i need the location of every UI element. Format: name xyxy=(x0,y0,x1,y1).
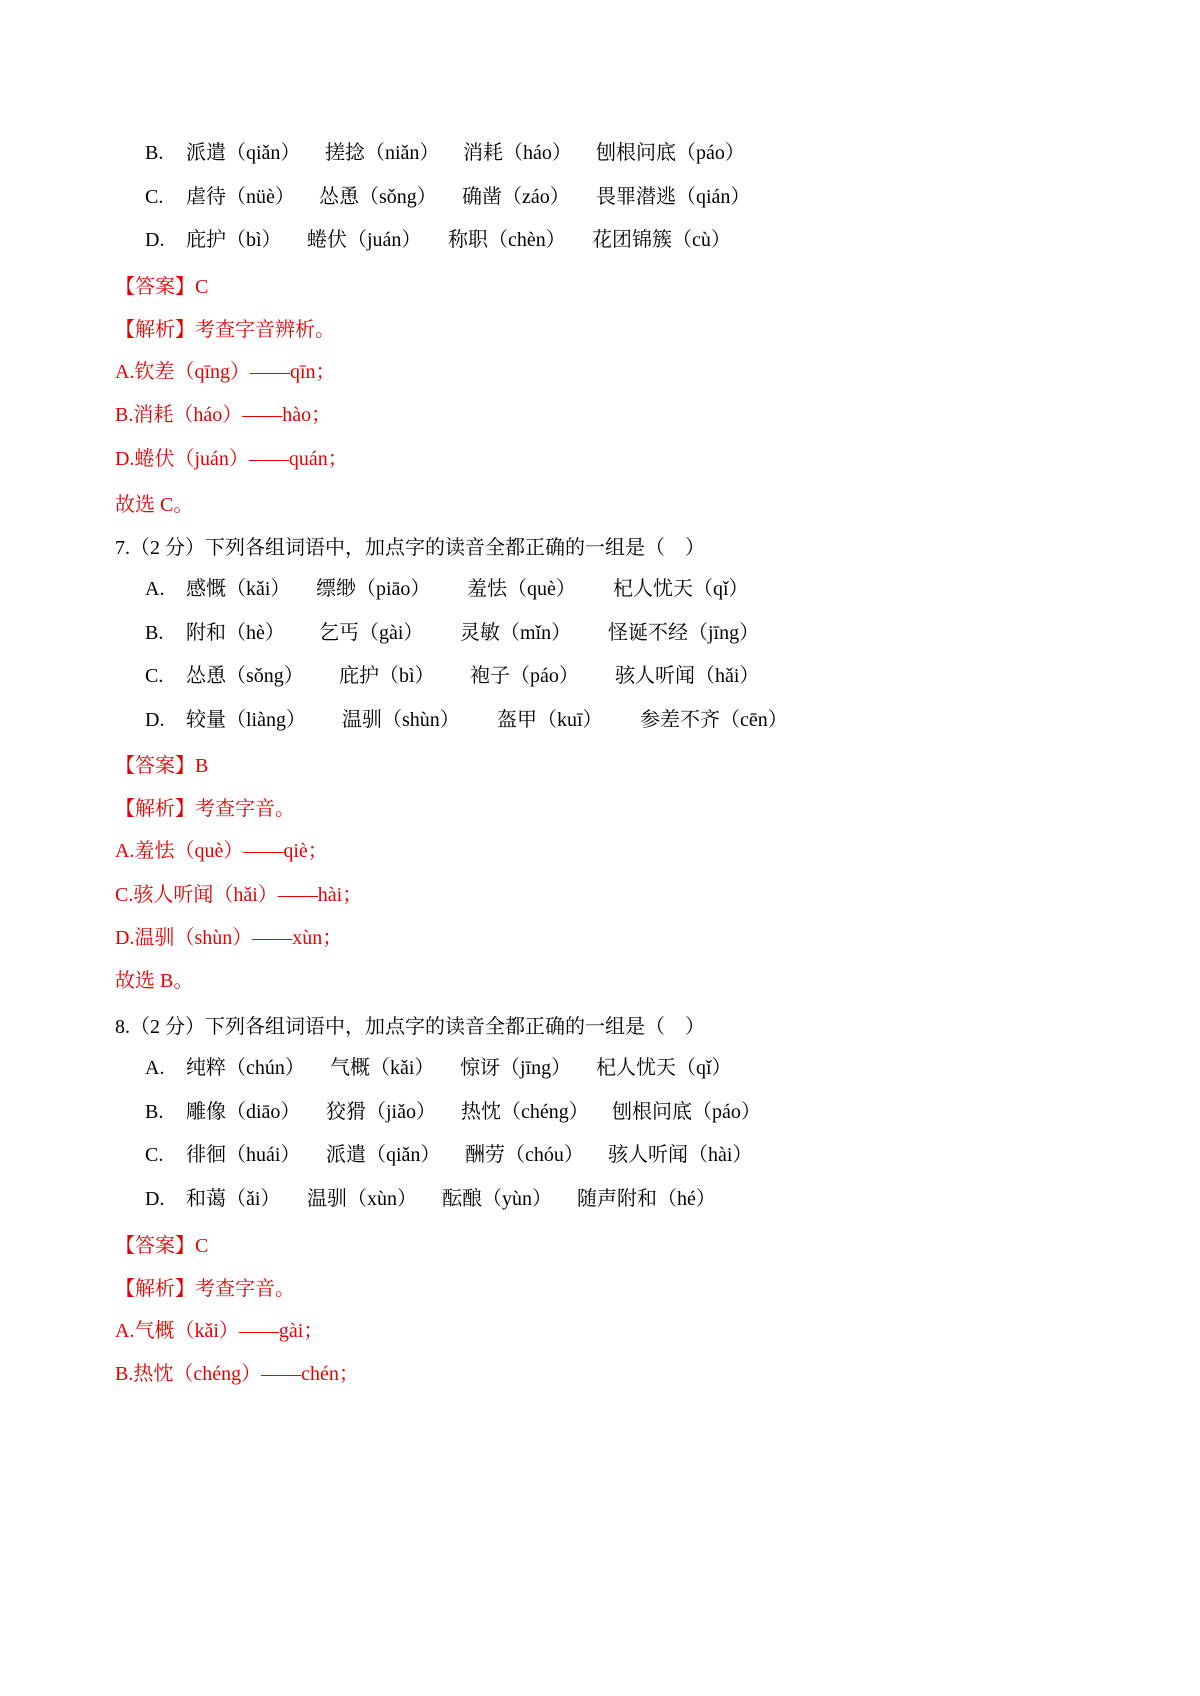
option-letter: A. xyxy=(145,578,165,600)
q6-answer: 【答案】C xyxy=(115,276,209,298)
q6-option-b xyxy=(145,139,1200,167)
q8-option-b xyxy=(145,1098,1200,1126)
option-word: 虐待（nüè） xyxy=(186,186,295,208)
q6-option-d xyxy=(145,226,1200,254)
option-word: 较量（liàng） xyxy=(186,709,306,731)
q7-stem: 7.（2 分）下列各组词语中，加点字的读音全都正确的一组是（ ） xyxy=(115,537,705,559)
q7-analysis-line: A.羞怯（què）——qiè； xyxy=(115,840,328,862)
option-letter: B. xyxy=(145,142,164,164)
q6-analysis-line: B.消耗（háo）——hào； xyxy=(115,404,332,426)
option-word: 刨根问底（páo） xyxy=(596,142,745,164)
option-letter: C. xyxy=(145,665,164,687)
option-word: 杞人忧天（qǐ） xyxy=(613,578,749,600)
q6-option-c xyxy=(145,183,1200,211)
q6-analysis-line: A.钦差（qīng）——qīn； xyxy=(115,361,336,383)
q7-option-a xyxy=(145,575,1200,603)
q7-option-c xyxy=(145,662,1200,690)
option-word: 怂恿（sǒng） xyxy=(186,665,304,687)
option-word: 雕像（diāo） xyxy=(186,1101,301,1123)
q7-analysis-heading: 【解析】考查字音。 xyxy=(115,798,295,820)
option-word: 气概（kǎi） xyxy=(330,1057,435,1079)
option-letter: D. xyxy=(145,229,165,251)
option-word: 骇人听闻（hài） xyxy=(608,1144,753,1166)
option-word: 乞丐（gài） xyxy=(319,622,424,644)
q7-conclusion: 故选 B。 xyxy=(115,970,194,992)
q8-analysis-line: B.热忱（chéng）——chén； xyxy=(115,1363,359,1385)
option-letter: C. xyxy=(145,1144,164,1166)
option-letter: C. xyxy=(145,186,164,208)
q7-option-d xyxy=(145,706,1200,734)
option-word: 庇护（bì） xyxy=(186,229,282,251)
option-word: 袍子（páo） xyxy=(470,665,579,687)
option-word: 附和（hè） xyxy=(186,622,285,644)
option-word: 搓捻（niǎn） xyxy=(325,142,440,164)
option-word: 派遣（qiǎn） xyxy=(326,1144,441,1166)
option-word: 缥缈（piāo） xyxy=(316,578,431,600)
option-word: 狡猾（jiǎo） xyxy=(326,1101,436,1123)
q8-option-c xyxy=(145,1141,1200,1169)
q6-analysis-line: D.蜷伏（juán）——quán； xyxy=(115,448,348,470)
option-word: 刨根问底（páo） xyxy=(612,1101,761,1123)
q8-analysis-heading: 【解析】考查字音。 xyxy=(115,1278,295,1300)
option-word: 派遣（qiǎn） xyxy=(186,142,301,164)
option-word: 灵敏（mǐn） xyxy=(460,622,572,644)
option-letter: D. xyxy=(145,1188,165,1210)
q8-analysis-line: A.气概（kǎi）——gài； xyxy=(115,1320,324,1342)
option-word: 热忱（chéng） xyxy=(461,1101,589,1123)
option-word: 随声附和（hé） xyxy=(577,1188,716,1210)
option-word: 盔甲（kuī） xyxy=(497,709,603,731)
q6-analysis-heading: 【解析】考查字音辨析。 xyxy=(115,319,335,341)
q7-analysis-line: C.骇人听闻（hǎi）——hài； xyxy=(115,884,363,906)
option-letter: D. xyxy=(145,709,165,731)
option-word: 畏罪潜逃（qián） xyxy=(596,186,751,208)
option-word: 怂恿（sǒng） xyxy=(319,186,437,208)
option-word: 消耗（háo） xyxy=(463,142,572,164)
q7-analysis-line: D.温驯（shùn）——xùn； xyxy=(115,927,343,949)
option-word: 参差不齐（cēn） xyxy=(640,709,788,731)
q7-option-b xyxy=(145,619,1200,647)
option-word: 和蔼（ǎi） xyxy=(186,1188,281,1210)
q8-stem: 8.（2 分）下列各组词语中，加点字的读音全都正确的一组是（ ） xyxy=(115,1016,705,1038)
option-word: 怪诞不经（jīng） xyxy=(608,622,760,644)
option-word: 花团锦簇（cù） xyxy=(592,229,731,251)
option-word: 徘徊（huái） xyxy=(186,1144,301,1166)
option-word: 酬劳（chóu） xyxy=(465,1144,584,1166)
option-word: 确凿（záo） xyxy=(462,186,570,208)
option-word: 感慨（kǎi） xyxy=(186,578,291,600)
option-word: 称职（chèn） xyxy=(448,229,566,251)
option-word: 温驯（xùn） xyxy=(307,1188,417,1210)
option-word: 庇护（bì） xyxy=(339,665,435,687)
option-word: 温驯（shùn） xyxy=(342,709,460,731)
option-word: 酝酿（yùn） xyxy=(442,1188,552,1210)
option-word: 蜷伏（juán） xyxy=(307,229,422,251)
option-letter: B. xyxy=(145,1101,164,1123)
q7-answer: 【答案】B xyxy=(115,755,209,777)
q8-answer: 【答案】C xyxy=(115,1235,209,1257)
option-word: 骇人听闻（hǎi） xyxy=(615,665,760,687)
option-letter: A. xyxy=(145,1057,165,1079)
option-letter: B. xyxy=(145,622,164,644)
option-word: 杞人忧天（qǐ） xyxy=(596,1057,732,1079)
option-word: 羞怯（què） xyxy=(467,578,576,600)
q8-option-a xyxy=(145,1054,1200,1082)
option-word: 纯粹（chún） xyxy=(186,1057,305,1079)
q8-option-d xyxy=(145,1185,1200,1213)
q6-conclusion: 故选 C。 xyxy=(115,494,194,516)
option-word: 惊讶（jīng） xyxy=(460,1057,572,1079)
